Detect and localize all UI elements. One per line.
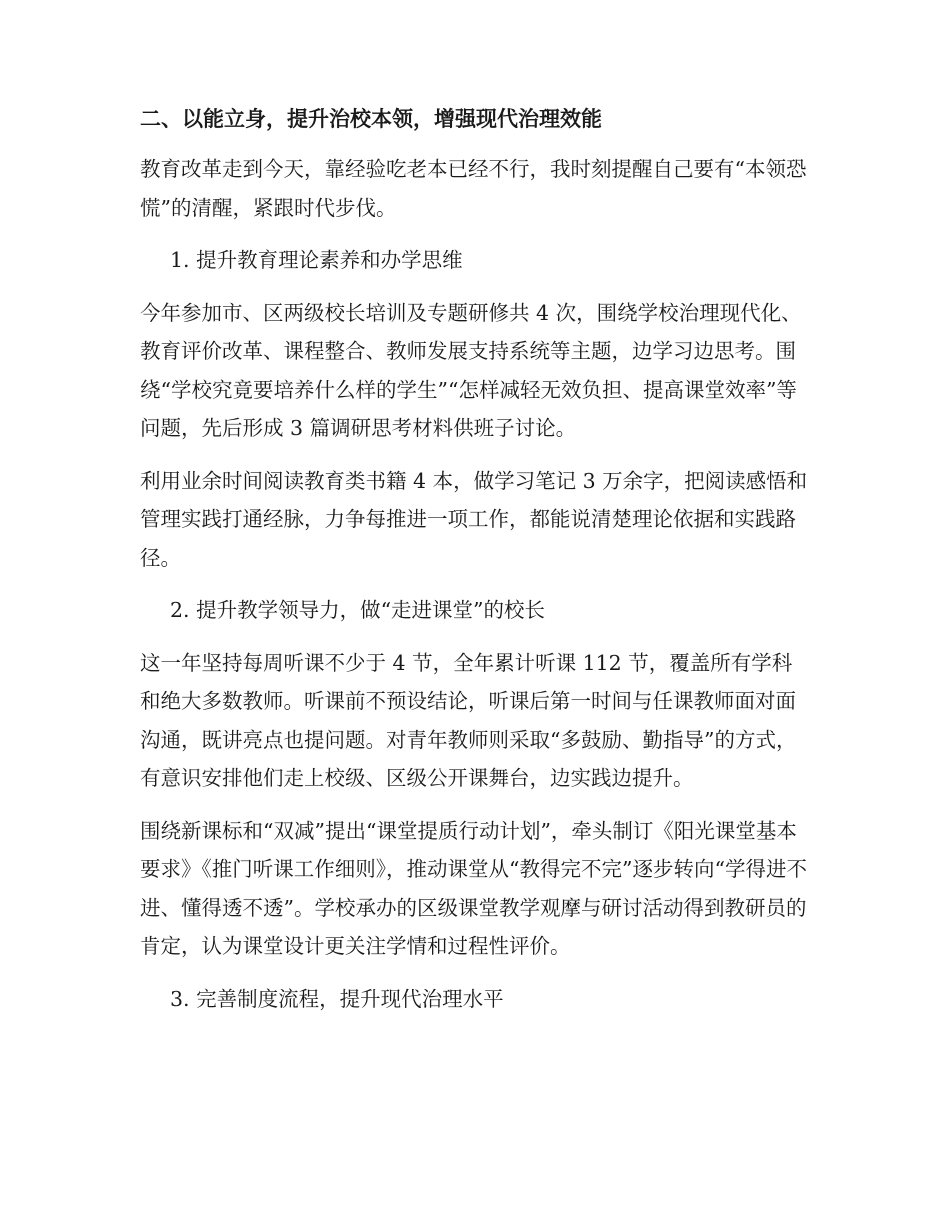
paragraph: 今年参加市、区两级校长培训及专题研修共 4 次，围绕学校治理现代化、教育评价改革、课程整合、教师发展支持系统等主题，边学习边思考。围绕“学校究竟要培养什么样的学生”“怎样减轻无效负担、提高课堂效率”等问题，先后形成 3 篇调研思考材料供班子讨论。 — [140, 300, 802, 440]
paragraph: 这一年坚持每周听课不少于 4 节，全年累计听课 112 节，覆盖所有学科和绝大多数教师。听课前不预设结论，听课后第一时间与任课教师面对面沟通，既讲亮点也提问题。对青年教师则采取“多鼓励、勤指导”的方式，有意识安排他们走上校级、区级公开课舞台，边实践边提升。 — [140, 650, 797, 790]
paragraph: 利用业余时间阅读教育类书籍 4 本，做学习笔记 3 万余字，把阅读感悟和管理实践打通经脉，力争每推进一项工作，都能说清楚理论依据和实践路径。 — [140, 468, 808, 570]
subsection-title-2: 2. 提升教学领导力，做“走进课堂”的校长 — [170, 598, 546, 622]
section-heading: 二、以能立身，提升治校本领，增强现代治理效能 — [140, 107, 602, 131]
subsection-title-1: 1. 提升教育理论素养和办学思维 — [170, 248, 463, 272]
document-page — [140, 100, 812, 1032]
subsection-title-3: 3. 完善制度流程，提升现代治理水平 — [170, 986, 504, 1011]
section-intro-paragraph: 教育改革走到今天，靠经验吃老本已经不行，我时刻提醒自己要有“本领恐慌”的清醒，紧跟时代步伐。 — [140, 157, 807, 220]
paragraph: 围绕新课标和“双减”提出“课堂提质行动计划”，牵头制订《阳光课堂基本要求》《推门听课工作细则》，推动课堂从“教得完不完”逐步转向“学得进不进、懂得透不透”。学校承办的区级课堂教学观摩与研讨活动得到教研员的肯定，认为课堂设计更关注学情和过程性评价。 — [140, 818, 807, 958]
